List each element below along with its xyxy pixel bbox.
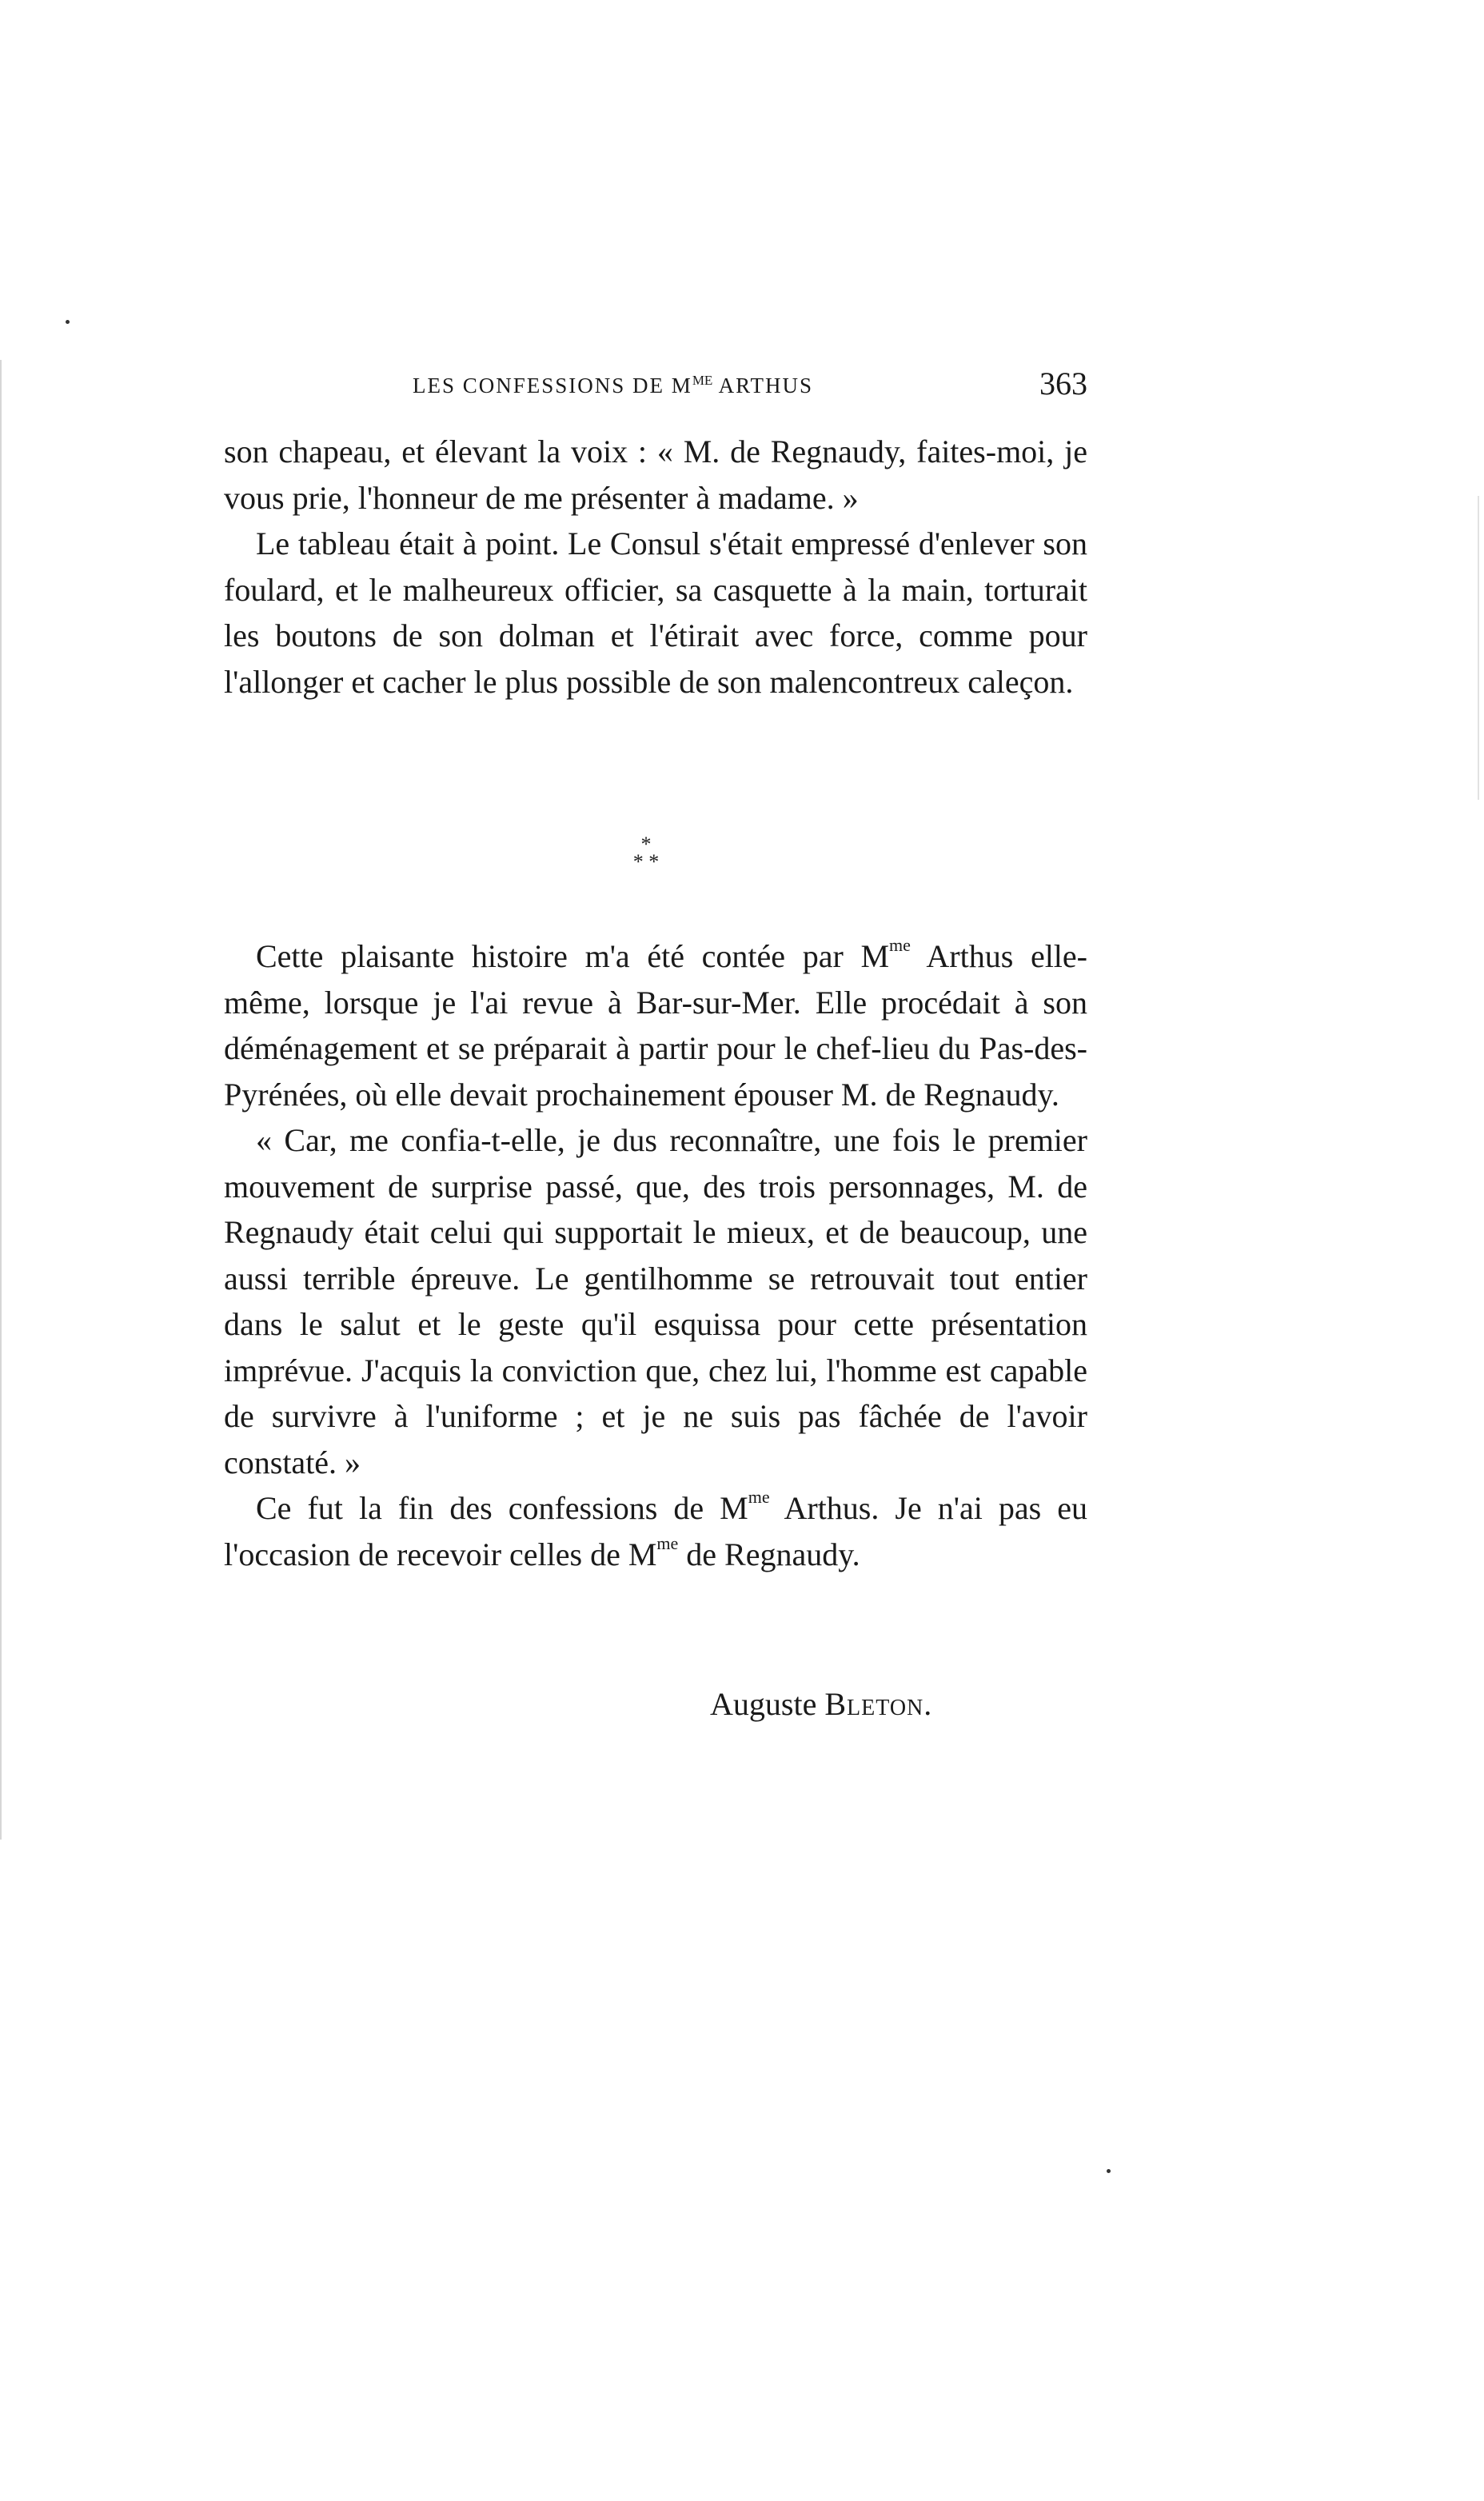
running-title: LES CONFESSIONS DE $M^{ME}$ ARTHUS (413, 373, 813, 398)
paragraph: Le tableau était à point. Le Consul s'était empressé d'enlever son foulard, et le malheureux officier, sa casquette à la main, torturait les boutons de son dolman et l'étirait avec force, comme pour l'allonger et cacher le plus possible de son malencontreux caleçon. (224, 525, 1087, 700)
paragraph: Cette plaisante histoire m'a été contée par $M^{me}$ Arthus elle-même, lorsque je l'ai revue à Bar-sur-Mer. Elle procédait à son déménagement et se préparait à partir pour le chef-lieu du Pas-des-Pyrénées, où elle devait prochainement épouser M. de Regnaudy. (224, 935, 1087, 1113)
page-header (224, 368, 1087, 416)
author-last-name: Bleton. (824, 1686, 933, 1722)
text-block-top (224, 429, 1087, 705)
paragraph: son chapeau, et élevant la voix : « M. de Regnaudy, faites-moi, je vous prie, l'honneur de me présenter à madame. » (224, 433, 1087, 516)
author-first-name: Auguste (710, 1686, 817, 1722)
section-break-asterism (606, 833, 686, 873)
page-edge-shadow (0, 360, 2, 1840)
paragraph: Ce fut la fin des confessions de $M^{me}$ Arthus. Je n'ai pas eu l'occasion de recevoir celles de $M^{me}$ de Regnaudy. (224, 1487, 1087, 1572)
asterism-bottom: * * (632, 850, 660, 873)
scan-speck (1107, 2169, 1111, 2173)
page-number: 363 (1039, 366, 1087, 402)
scan-speck (66, 320, 70, 324)
author-signature (710, 1685, 932, 1723)
paragraph: « Car, me confia-t-elle, je dus reconnaître, une fois le premier mouvement de surprise passé, que, des trois personnages, M. de Regnaudy était celui qui supportait le mieux, et de beaucoup, une aussi terrible épreuve. Le gentilhomme se retrouvait tout entier dans le salut et le geste qu'il esquissa pour cette présentation imprévue. J'acquis la conviction que, chez lui, l'homme est capable de survivre à l'uniforme ; et je ne suis pas fâchée de l'avoir constaté. » (224, 1122, 1087, 1480)
text-block-bottom (224, 933, 1087, 1577)
page-edge-shadow (1478, 496, 1479, 800)
asterism-top: * (640, 833, 652, 856)
